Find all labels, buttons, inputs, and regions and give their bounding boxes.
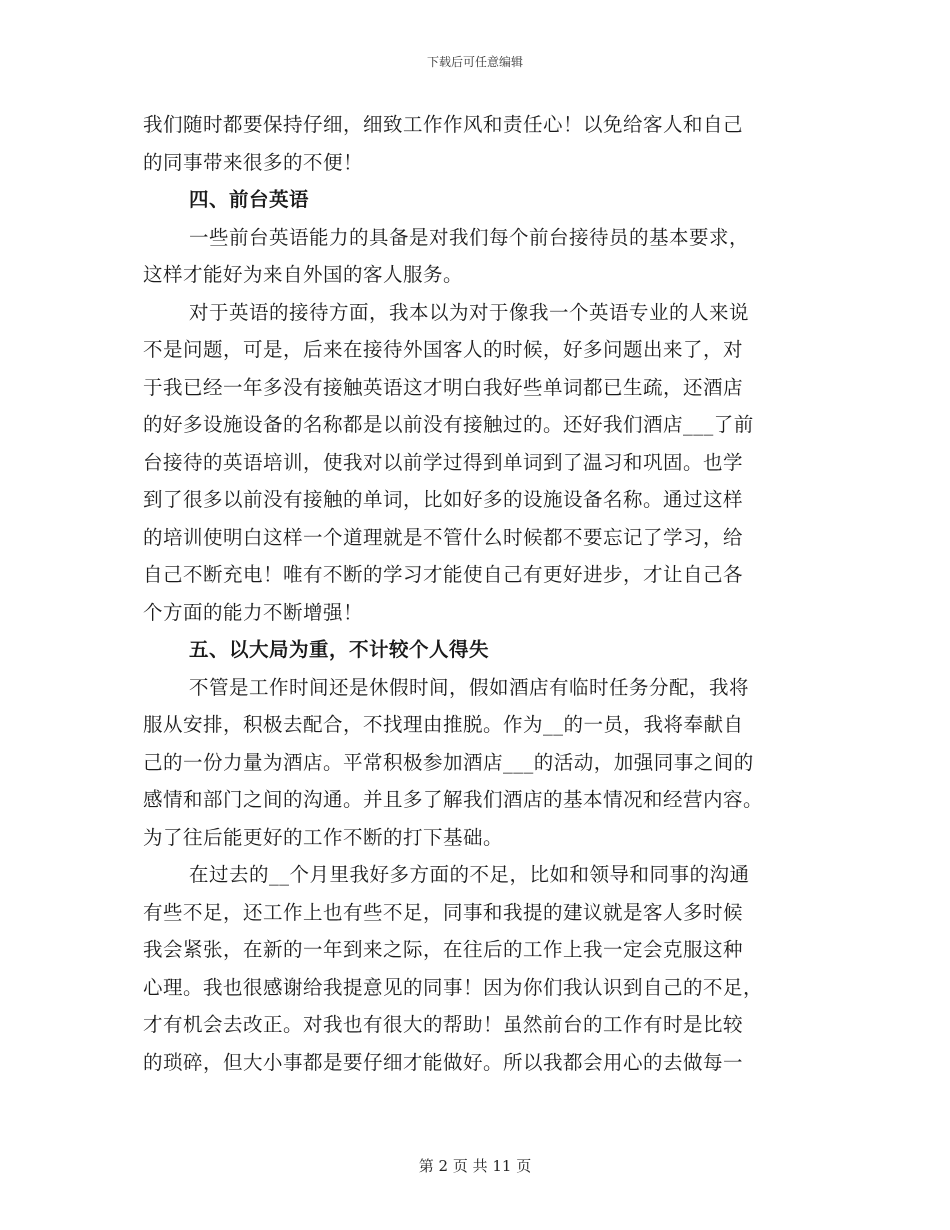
body-line: 我会紧张，在新的一年到来之际，在往后的工作上我一定会克服这种 — [143, 938, 744, 961]
body-line: 感情和部门之间的沟通。并且多了解我们酒店的基本情况和经营内容。 — [143, 788, 764, 811]
body-line: 服从安排，积极去配合，不找理由推脱。作为__的一员，我将奉献自 — [143, 713, 744, 736]
body-line: 不是问题，可是，后来在接待外国客人的时候，好多问题出来了，对 — [143, 338, 744, 361]
document-body — [143, 106, 803, 1081]
body-line: 台接待的英语培训，使我对以前学过得到单词到了温习和巩固。也学 — [143, 450, 744, 474]
body-line: 为了往后能更好的工作不断的打下基础。 — [143, 825, 504, 849]
page-number: 第 2 页 共 11 页 — [418, 1157, 532, 1175]
body-line: 自己不断充电！唯有不断的学习才能使自己有更好进步，才让自己各 — [143, 563, 744, 586]
paragraph-first-line: 不管是工作时间还是休假时间，假如酒店有临时任务分配，我将 — [189, 675, 750, 699]
body-line: 于我已经一年多没有接触英语这才明白我好些单词都已生疏，还酒店 — [143, 375, 744, 399]
body-line: 心理。我也很感谢给我提意见的同事！因为你们我认识到自己的不足， — [143, 975, 764, 999]
page-header: 下载后可任意编辑 — [426, 55, 523, 69]
body-line: 的培训使明白这样一个道理就是不管什么时候都不要忘记了学习，给 — [143, 525, 744, 549]
body-line: 个方面的能力不断增强！ — [143, 600, 364, 624]
section-heading: 四、前台英语 — [189, 188, 310, 211]
body-line: 的琐碎，但大小事都是要仔细才能做好。所以我都会用心的去做每一 — [143, 1050, 744, 1074]
body-line: 的好多设施设备的名称都是以前没有接触过的。还好我们酒店___了前 — [143, 413, 754, 436]
body-line: 这样才能好为来自外国的客人服务。 — [143, 263, 464, 286]
paragraph-first-line: 一些前台英语能力的具备是对我们每个前台接待员的基本要求， — [189, 225, 750, 249]
body-line: 我们随时都要保持仔细，细致工作作风和责任心！以免给客人和自己 — [143, 113, 744, 136]
body-line: 到了很多以前没有接触的单词，比如好多的设施设备名称。通过这样 — [143, 488, 744, 511]
body-line: 己的一份力量为酒店。平常积极参加酒店___的活动，加强同事之间的 — [143, 750, 754, 774]
paragraph-first-line: 在过去的__个月里我好多方面的不足，比如和领导和同事的沟通 — [189, 863, 750, 886]
paragraph-first-line: 对于英语的接待方面，我本以为对于像我一个英语专业的人来说 — [189, 300, 750, 324]
body-line: 的同事带来很多的不便！ — [143, 150, 364, 174]
body-line: 才有机会去改正。对我也有很大的帮助！虽然前台的工作有时是比较 — [143, 1013, 744, 1036]
body-line: 有些不足，还工作上也有些不足，同事和我提的建议就是客人多时候 — [143, 900, 744, 924]
section-heading: 五、以大局为重，不计较个人得失 — [189, 638, 490, 661]
